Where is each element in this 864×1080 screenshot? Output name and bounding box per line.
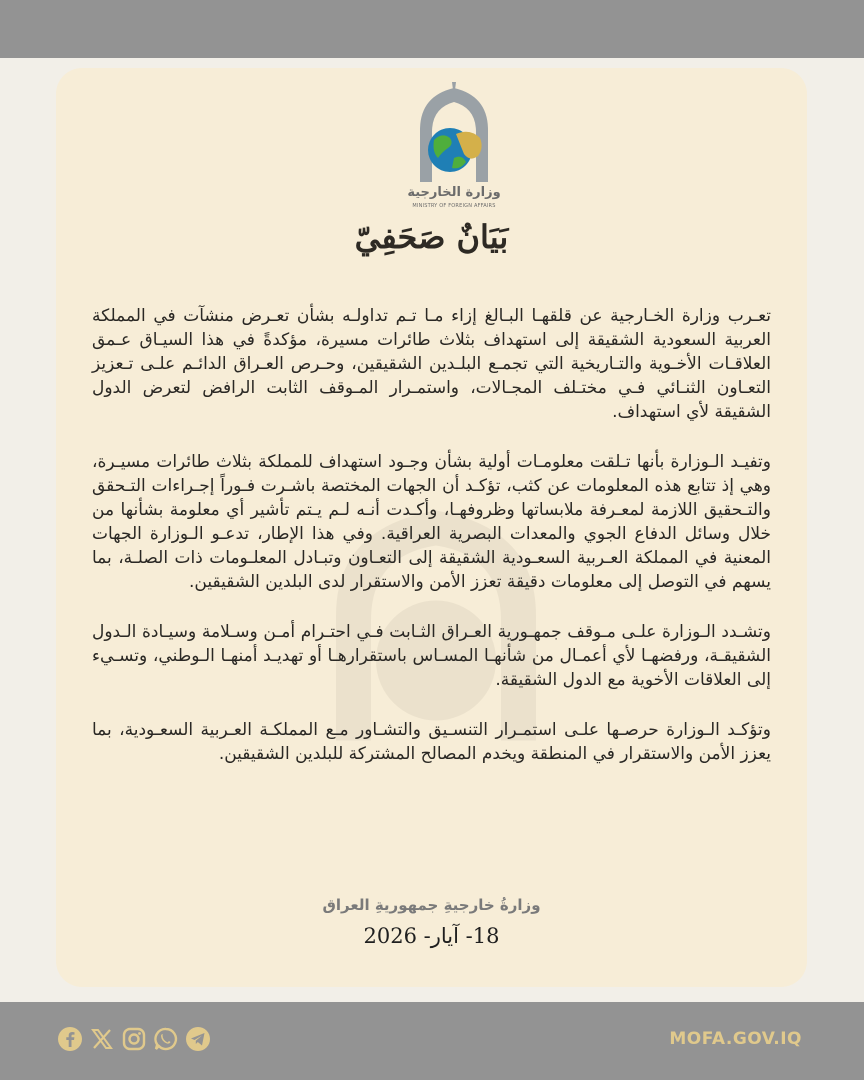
- whatsapp-icon[interactable]: [152, 1025, 180, 1053]
- logo-english-text: MINISTRY OF FOREIGN AFFAIRS: [412, 203, 496, 209]
- instagram-icon[interactable]: [120, 1025, 148, 1053]
- paragraph-2: وتفيـد الـوزارة بأنها تـلقت معلومـات أولية بشأن وجـود استهداف للمملكة بثلاث طائرات مسيـرة، وهي إذ تتابع هذه المعلومات عن كثب، تؤكـد أن الجهات المختصة باشـرت فـوراً إجـراءات التـحقق والتـحقيق اللازمة لمعـرفة ملابساتها وظروفهـا، وأكـدت أنـه لـم يـتم تأشير أي معلومة بشأنها من خلال وسائل الدفاع الجوي والمعدات البصرية العراقية. وفي هذا الإطار، تدعـو الـوزارة الجهات المعنية في المملكة العـربية السعـودية الشقيقة إلى التعـاون وتبـادل المعلـومات ذات الصلـة، بما يسهم في التوصل إلى معلومات دقيقة تعزز الأمن والاستقرار لدى البلدين الشقيقين.: [92, 452, 771, 592]
- logo-arabic-text: وزارة الخارجية: [407, 185, 501, 200]
- statement-card: [56, 68, 807, 987]
- ministry-globe-logo-icon: [394, 82, 514, 186]
- x-icon[interactable]: [88, 1025, 116, 1053]
- statement-date: 18- آيار- 2026: [363, 924, 500, 948]
- signature: وزارةُ خارجيةِ جمهوريةِ العراق: [322, 896, 541, 914]
- statement-title: بَيَانٌ صَحَفِيّ: [354, 218, 509, 256]
- social-links: [56, 1025, 212, 1053]
- telegram-icon[interactable]: [184, 1025, 212, 1053]
- facebook-icon[interactable]: [56, 1025, 84, 1053]
- statement-body: [92, 304, 771, 792]
- paragraph-3: وتشـدد الـوزارة علـى مـوقف جمهـورية العـراق الثـابت فـي احتـرام أمـن وسـلامة وسيـادة الـدول الشقيقـة، ورفضهـا لأي أعمـال من شأنهـا المسـاس باستقرارهـا أو تهديـد أمنهـا الـوطني، وتسـيء إلى العلاقات الأخوية مع الدول الشقيقة.: [92, 622, 771, 690]
- paragraph-4: وتؤكـد الـوزارة حرصـها علـى استمـرار التنسـيق والتشـاور مـع المملكـة العـربية السعـودية، بما يعزز الأمن والاستقرار في المنطقة ويخدم المصالح المشتركة للبلدين الشقيقين.: [92, 720, 771, 764]
- ministry-logo: [394, 82, 514, 212]
- paragraph-1: تعـرب وزارة الخـارجية عن قلقهـا البـالغ إزاء مـا تـم تداولـه بشأن تعـرض منشآت في المملكة العربية السعودية الشقيقة إلى استهداف بثلاث طائرات مسيرة، مؤكدةً في هذا السيـاق عـمق العلاقـات الأخـوية والتـاريخية التي تجمـع البلـدين الشقيقين، وحـرص العـراق الدائـم علـى تـعزيز التعـاون الثنـائي فـي مختـلف المجـالات، واستمـرار المـوقف الثابت الرافض لتعرض الدول الشقيقة لأي استهداف.: [92, 306, 771, 422]
- top-band: [0, 0, 864, 58]
- website-link[interactable]: MOFA.GOV.IQ: [669, 1029, 802, 1049]
